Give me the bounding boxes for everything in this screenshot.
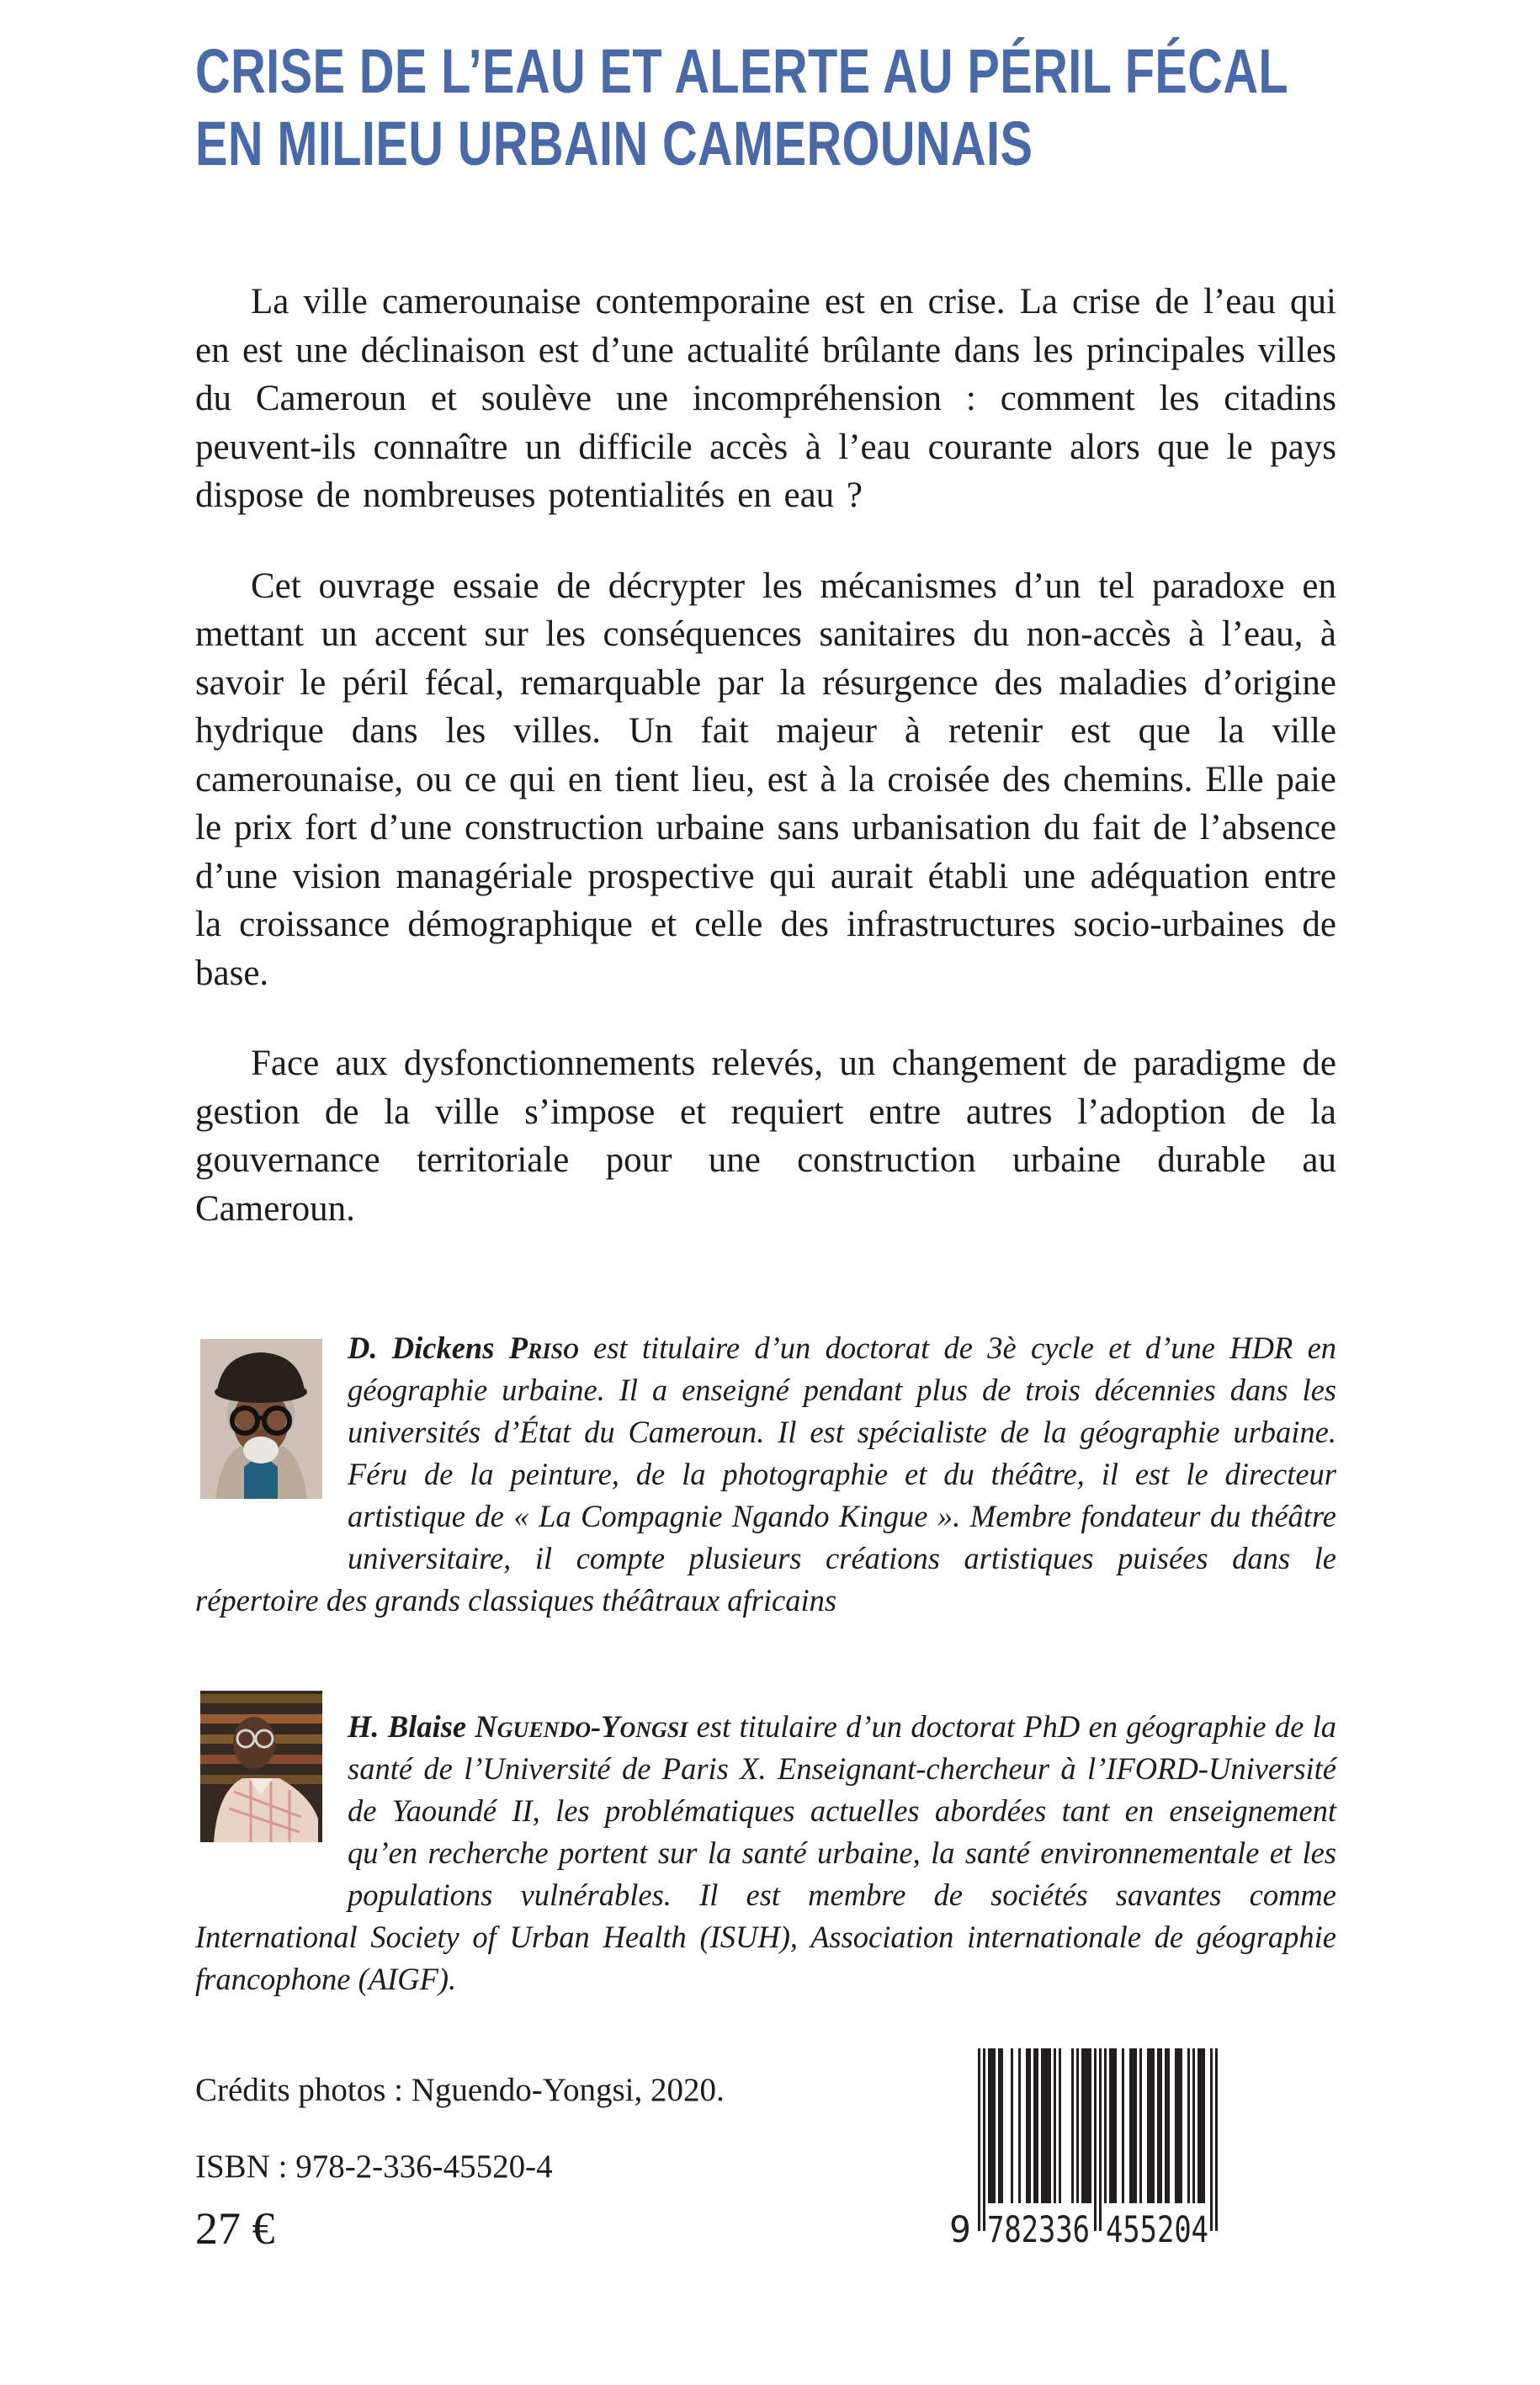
author-bio-nguendo-yongsi <box>195 1706 1336 2000</box>
author-name-priso: D. Dickens Priso <box>348 1331 579 1365</box>
synopsis-paragraph-1: La ville camerounaise contemporaine est en crise. La crise de l’eau qui en est une déclinaison est d’une actualité brûlante dans les principales villes du Cameroun et soulève une incompréhension : comment les citadins peuvent-ils connaître un difficile accès à l’eau courante alors que le pays dispose de nombreuses potentialités en eau ? <box>195 282 1336 515</box>
book-title-line2: EN MILIEU URBAIN CAMEROUNAIS <box>195 109 1033 178</box>
photo-credits: Crédits photos : Nguendo-Yongsi, 2020. <box>195 2072 725 2108</box>
isbn-line: ISBN : 978-2-336-45520-4 <box>195 2149 553 2185</box>
author-photo-nguendo-yongsi <box>200 1691 322 1853</box>
author-name-nguendo-yongsi: H. Blaise Nguendo-Yongsi <box>348 1709 688 1744</box>
synopsis-paragraph-3: Face aux dysfonctionnements relevés, un changement de paradigme de gestion de la ville s’impose et requiert entre autres l’adoption de la gouvernance territoriale pour une construction urbaine durable au Cameroun. <box>195 1044 1336 1229</box>
price: 27 € <box>195 2203 275 2254</box>
svg-text:455204: 455204 <box>1106 2209 1208 2245</box>
author-bio-priso <box>195 1327 1336 1622</box>
author-bio-text-nguendo-yongsi: est titulaire d’un doctorat PhD en géographie de la santé de l’Université de Paris X. Enseignant-chercheur à l’IFORD-Université de Yaoundé II, les problématiques actuelles abordées tant en enseignement qu’en recherche portent sur la santé urbaine, la santé environnementale et les populations vulnérables. Il est membre de sociétés savantes comme International Society of Urban Health (ISUH), Association internationale de géographie francophone (AIGF). <box>195 1709 1336 1996</box>
cover-content <box>0 35 1540 2255</box>
author-bio-text-priso: est titulaire d’un doctorat de 3è cycle et d’une HDR en géographie urbaine. Il a enseigné pendant plus de trois décennies dans les universités d’État du Cameroun. Il est spécialiste de la géographie urbaine. Féru de la peinture, de la photographie et du théâtre, il est le directeur artistique de « La Compagnie Ngando Kingue ». Membre fondateur du théâtre universitaire, il compte plusieurs créations artistiques puisées dans le répertoire des grands classiques théâtraux africains <box>195 1331 1337 1617</box>
book-title <box>195 35 1336 180</box>
author-photo-priso <box>200 1339 322 1510</box>
synopsis-paragraph-2: Cet ouvrage essaie de décrypter les mécanismes d’un tel paradoxe en mettant un accent sur les conséquences sanitaires du non-accès à l’eau, à savoir le péril fécal, remarquable par la résurgence des maladies d’origine hydrique dans les villes. Un fait majeur à retenir est que la ville camerounaise, ou ce qui en tient lieu, est à la croisée des chemins. Elle paie le prix fort d’une construction urbaine sans urbanisation du fait de l’absence d’une vision managériale prospective qui aurait établi une adéquation entre la croissance démographique et celle des infrastructures socio-urbaines de base. <box>195 566 1336 993</box>
book-title-line1: CRISE DE L’EAU ET ALERTE AU PÉRIL FÉCAL <box>195 36 1289 106</box>
svg-text:782336: 782336 <box>987 2209 1090 2245</box>
ean13-barcode <box>948 2048 1229 2245</box>
svg-text:9: 9 <box>949 2209 971 2245</box>
